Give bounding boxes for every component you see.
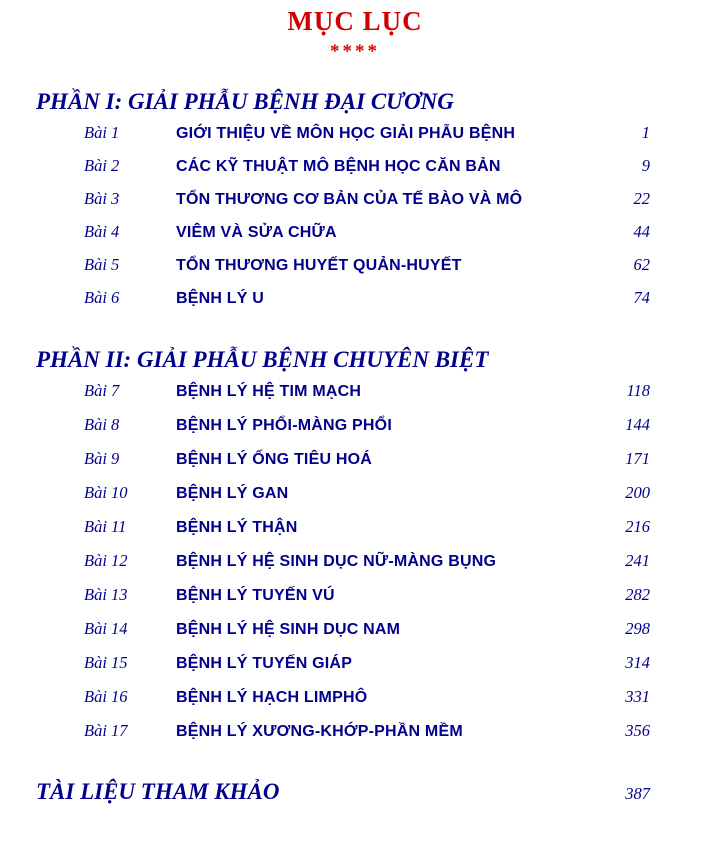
toc-entry-number: Bài 7 [84,381,120,400]
toc-entry-page: 241 [625,551,650,570]
toc-entry-title: BỆNH LÝ HỆ SINH DỤC NAM [176,621,401,638]
toc-entry-number: Bài 10 [84,483,128,502]
toc-entry-page: 356 [625,721,650,740]
toc-entry[interactable] [0,517,710,551]
toc-entry-page: 74 [633,288,650,307]
toc-entry-page: 171 [625,449,650,468]
toc-entry[interactable] [0,687,710,721]
toc-entry-title: BỆNH LÝ THẬN [176,519,298,536]
toc-entry-title: BỆNH LÝ HỆ SINH DỤC NỮ-MÀNG BỤNG [176,553,497,570]
table-of-contents-page [0,6,710,849]
toc-entry-title: BỆNH LÝ HỆ TIM MẠCH [176,383,362,400]
toc-entry[interactable] [0,381,710,415]
part-heading-2: PHẦN II: GIẢI PHẪU BỆNH CHUYÊN BIỆT [36,347,489,372]
toc-entry-title: BỆNH LÝ TUYẾN VÚ [176,587,335,604]
toc-entry[interactable] [0,156,710,189]
toc-entry-title: BỆNH LÝ HẠCH LIMPHÔ [176,689,368,706]
toc-entry-page: 44 [633,222,650,241]
toc-entry-number: Bài 16 [84,687,128,706]
toc-entry-title: VIÊM VÀ SỬA CHỮA [176,224,337,241]
toc-entry-number: Bài 6 [84,288,120,307]
toc-list-part-2 [0,381,710,755]
toc-entry-number: Bài 17 [84,721,128,740]
toc-entry[interactable] [0,288,710,321]
references-title: TÀI LIỆU THAM KHẢO [36,779,280,804]
toc-entry-page: 1 [641,123,650,142]
toc-entry-page: 216 [625,517,650,536]
toc-entry-number: Bài 15 [84,653,128,672]
toc-entry[interactable] [0,415,710,449]
toc-entry-title: GIỚI THIỆU VỀ MÔN HỌC GIẢI PHẪU BỆNH [176,125,516,142]
toc-entry[interactable] [0,585,710,619]
references-page: 387 [625,784,650,803]
toc-entry-title: BỆNH LÝ U [176,290,265,307]
toc-entry-number: Bài 4 [84,222,120,241]
toc-entry-number: Bài 9 [84,449,120,468]
toc-entry-number: Bài 5 [84,255,120,274]
references-entry[interactable] [0,779,710,805]
toc-entry-number: Bài 11 [84,517,127,536]
toc-entry-title: BỆNH LÝ GAN [176,485,289,502]
toc-entry-title: TỔN THƯƠNG CƠ BẢN CỦA TẾ BÀO VÀ MÔ [176,191,523,208]
toc-entry[interactable] [0,449,710,483]
toc-entry-title: BỆNH LÝ ỐNG TIÊU HOÁ [176,451,373,468]
toc-entry-number: Bài 3 [84,189,120,208]
toc-entry[interactable] [0,653,710,687]
toc-entry-title: BỆNH LÝ PHỔI-MÀNG PHỔI [176,417,392,434]
toc-entry[interactable] [0,222,710,255]
toc-entry-page: 200 [625,483,650,502]
toc-entry[interactable] [0,619,710,653]
toc-entry-page: 22 [633,189,650,208]
toc-entry-page: 9 [641,156,650,175]
toc-entry-title: BỆNH LÝ TUYẾN GIÁP [176,655,353,672]
toc-entry[interactable] [0,721,710,755]
toc-entry-page: 62 [633,255,650,274]
toc-entry-page: 298 [625,619,650,638]
toc-entry[interactable] [0,483,710,517]
toc-entry-number: Bài 13 [84,585,128,604]
toc-entry-title: BỆNH LÝ XƯƠNG-KHỚP-PHẦN MỀM [176,723,463,740]
toc-entry[interactable] [0,255,710,288]
toc-entry-page: 331 [625,687,650,706]
toc-entry-number: Bài 14 [84,619,128,638]
title-divider: **** [330,41,380,62]
toc-entry-title: TỔN THƯƠNG HUYẾT QUẢN-HUYẾT [176,257,462,274]
toc-entry-number: Bài 1 [84,123,120,142]
toc-entry[interactable] [0,189,710,222]
toc-entry-page: 314 [625,653,650,672]
toc-entry-number: Bài 8 [84,415,120,434]
toc-entry-title: CÁC KỸ THUẬT MÔ BỆNH HỌC CĂN BẢN [176,158,501,175]
toc-entry-page: 118 [626,381,650,400]
toc-entry-number: Bài 2 [84,156,120,175]
page-title: MỤC LỤC [287,6,423,36]
part-heading-1: PHẦN I: GIẢI PHẪU BỆNH ĐẠI CƯƠNG [36,89,454,114]
toc-entry-number: Bài 12 [84,551,128,570]
toc-entry[interactable] [0,551,710,585]
toc-entry-page: 282 [625,585,650,604]
toc-entry[interactable] [0,123,710,156]
toc-list-part-1 [0,123,710,321]
toc-entry-page: 144 [625,415,650,434]
